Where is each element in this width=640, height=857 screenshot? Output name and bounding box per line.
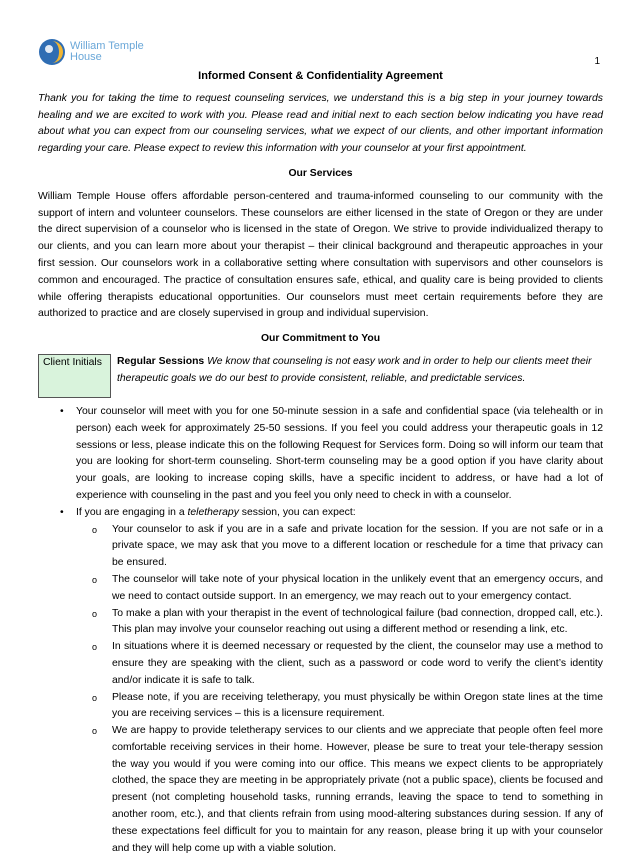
list-item: o In situations where it is deemed necessary or requested by the client, the counselor may use a method to ensure they are speaking with the client, such as a password or code word to verify the client’s identity and/or indicate it is safe to talk.	[112, 639, 603, 689]
page-number: 1	[594, 56, 600, 67]
logo-line1: William Temple	[70, 40, 144, 52]
regular-sessions-description: We know that counseling is not easy work and in order to help our clients meet their therapeutic goals we do our best to provide consistent, reliable, and predictable services.	[117, 355, 592, 384]
client-initials-label: Client Initials	[43, 356, 102, 368]
regular-sessions-row	[38, 354, 603, 398]
logo-line2: House	[70, 51, 102, 63]
teletherapy-sublist	[76, 522, 603, 857]
teletherapy-intro-pre: If you are engaging in a	[76, 506, 188, 518]
regular-sessions-title: Regular Sessions	[117, 355, 205, 367]
services-paragraph: William Temple House offers affordable person-centered and trauma-informed counseling to our community with the support of intern and volunteer counselors. These counselors are either licensed in the state of Oregon or they are under the direct supervision of a counselor who is licensed in the state of Oregon. We strive to provide individualized therapy to our clients, and you can learn more about your therapist – their clinical background and therapeutic approaches in your first session. Our counselors work in a collaborative setting where consultation with supervisors and other counselors is common and encouraged. The practice of consultation ensures safe, ethical, and quality care is being provided to clients while offering therapists educational opportunities. Our counselors must meet certain requirements before they are authorized to practice and are closely supervised in group and individual supervision.	[38, 190, 603, 320]
commitment-heading: Our Commitment to You	[260, 333, 381, 345]
regular-sessions-text	[117, 354, 603, 398]
logo-text	[70, 41, 144, 63]
list-item: • Your counselor will meet with you for one 50-minute session in a safe and confidential space (via telehealth or in person) each week for approximately 25-50 sessions. If you feel you could address your therapeutic goals in 12 sessions or less, please indicate this on the following Request for Services form. Doing so will inform our team that you are looking for short-term counseling. Short-term counseling may be a good option if you have clarity about your goals, are looking to increase coping skills, have a specific incident to address, or have had a lot of experience with counseling in the past and you feel you only need to check in with a counselor.	[76, 404, 603, 505]
list-item: o The counselor will take note of your physical location in the unlikely event that an emergency occurs, and we need to contact outside support. In an emergency, we may reach out to your emergency contact.	[112, 572, 603, 606]
commitment-list	[38, 404, 603, 857]
teletherapy-intro-post: session, you can expect:	[238, 506, 356, 518]
document-title: Informed Consent & Confidentiality Agreement	[198, 70, 443, 82]
list-item: o Please note, if you are receiving teletherapy, you must physically be within Oregon state lines at the time you are receiving services – this is a licensure requirement.	[112, 690, 603, 724]
list-item: o To make a plan with your therapist in the event of technological failure (bad connection, dropped call, etc.). This plan may involve your counselor reaching out using a different method or resending a link, etc.	[112, 606, 603, 640]
list-item	[76, 505, 603, 857]
intro-paragraph: Thank you for taking the time to request counseling services, we understand this is a big step in your journey towards healing and we are excited to work with you. Please read and initial next to each section below indicating you have read about what you can expect from our counseling services, what we expect of our clients, and other important information regarding your care. Please expect to review this information with your counselor at your first appointment.	[38, 92, 603, 155]
list-item: o Your counselor to ask if you are in a safe and private location for the session. If you are not safe or in a private space, we may ask that you move to a different location or reschedule for a time that privacy can be ensured.	[112, 522, 603, 572]
logo-icon	[38, 38, 66, 66]
document-body	[38, 68, 603, 857]
services-heading: Our Services	[288, 167, 353, 179]
teletherapy-emphasis: teletherapy	[187, 506, 239, 518]
logo	[38, 38, 144, 66]
client-initials-field[interactable]	[38, 354, 111, 398]
list-item: o We are happy to provide teletherapy services to our clients and we appreciate that people often feel more comfortable receiving services in their home. However, please be sure to treat your tele-therapy session the way you would if you were coming into our office. This means we expect clients to be appropriately clothed, the space they are meeting in be appropriately private (not a public space), clients be focused and present (not completing household tasks, running errands, leaving the space to tend to something in another room, etc.), and that clients refrain from using mood-altering substances during session. If any of these expectations feel difficult for you to maintain for any reason, please bring it up with your counselor and they will help come up with a viable solution.	[112, 723, 603, 857]
